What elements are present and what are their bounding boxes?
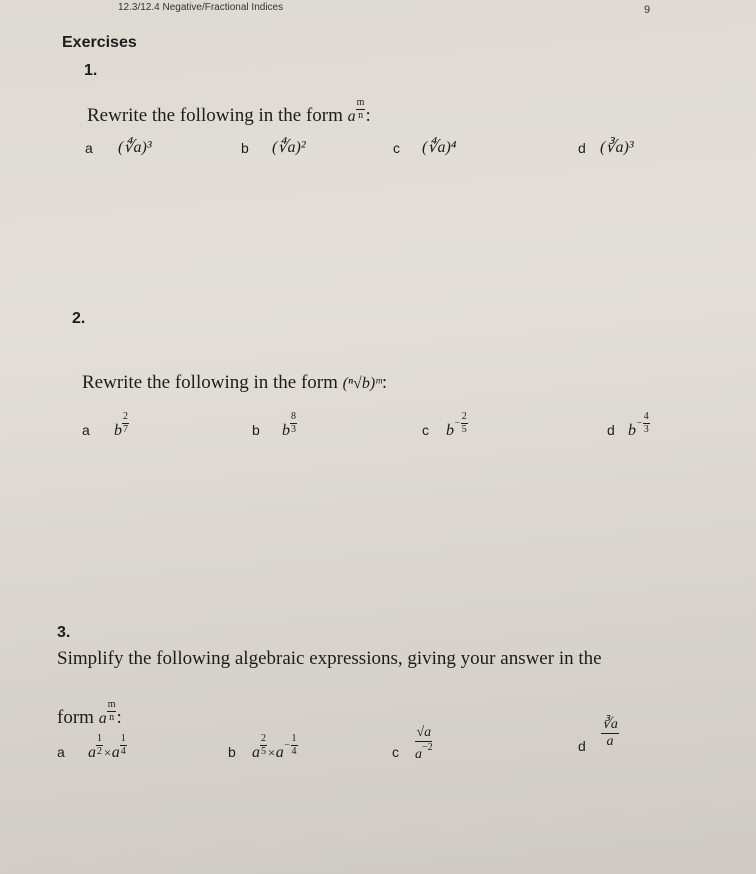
q3-a-times: × (103, 744, 112, 760)
q2-c-num: 2 (461, 411, 467, 422)
q3-a-base2: a (111, 743, 120, 761)
q2-number: 2. (72, 310, 86, 327)
q3-c-expr (414, 726, 434, 762)
q2-a-num: 2 (123, 411, 128, 422)
q2-d-sign: − (636, 417, 643, 429)
q3-form-exp-num: m (107, 699, 116, 710)
q3-a-num1: 1 (97, 733, 102, 744)
q3-colon: : (116, 706, 122, 728)
q1-form-exp-num: m (356, 97, 365, 108)
q3-d-label: d (578, 738, 586, 754)
q2-d-expr (628, 412, 650, 440)
q3-a-den1: 2 (97, 746, 102, 757)
q2-b-num: 8 (291, 411, 296, 422)
q3-prompt-form: form (57, 706, 94, 728)
q2-b-den: 3 (291, 424, 296, 435)
q2-a-expr (114, 412, 129, 440)
q2-b-base: b (282, 421, 290, 439)
q3-c-numerator: √a (416, 725, 432, 740)
chapter-header: 12.3/12.4 Negative/Fractional Indices (118, 2, 284, 13)
q3-number: 3. (57, 624, 71, 641)
q1-b-label: b (241, 140, 249, 156)
q2-b-expr (282, 412, 297, 440)
q1-a-label: a (85, 140, 93, 156)
q3-a-label: a (57, 744, 65, 760)
q3-a-expr (88, 734, 127, 762)
q1-colon: : (365, 104, 371, 126)
q2-a-den: 7 (123, 424, 128, 435)
q2-b-label: b (252, 422, 260, 438)
q3-c-den-exp: −2 (422, 742, 433, 753)
q3-b-label: b (228, 744, 236, 760)
q2-c-label: c (422, 422, 429, 438)
q3-form-exp-den: n (109, 712, 115, 723)
q1-form-base: a (347, 107, 356, 125)
q3-b-base2: a (275, 743, 284, 761)
q3-b-den1: 5 (261, 746, 266, 757)
q2-a-label: a (82, 422, 90, 438)
q1-d-label: d (578, 140, 586, 156)
q2-prompt (82, 372, 387, 394)
q3-b-num2: 1 (291, 733, 297, 744)
q3-d-numerator: ∛a (602, 717, 618, 732)
q2-c-den: 5 (461, 424, 467, 435)
page-number: 9 (644, 4, 651, 16)
q3-b-expr (252, 734, 298, 762)
q3-a-num2: 1 (120, 733, 126, 744)
q3-b-sign2: − (283, 739, 291, 751)
q1-prompt (87, 98, 371, 127)
q3-prompt-line1: Simplify the following algebraic expressions, giving your answer in the (57, 648, 602, 669)
q2-d-den: 3 (643, 424, 649, 435)
q3-form-base: a (98, 709, 107, 727)
q1-d-expr: (∛a)³ (600, 139, 634, 156)
q2-a-base: b (114, 421, 122, 439)
q1-prompt-text: Rewrite the following in the form (87, 104, 343, 126)
q3-a-base1: a (88, 743, 96, 761)
q2-colon: : (381, 372, 388, 393)
q3-prompt-line2 (57, 700, 122, 729)
q2-c-expr (446, 412, 468, 440)
q2-d-num: 4 (643, 411, 649, 422)
q3-d-denominator: a (606, 734, 614, 749)
q2-prompt-text: Rewrite the following in the form (82, 372, 338, 393)
q2-c-base: b (446, 421, 454, 439)
q3-a-den2: 4 (120, 746, 126, 757)
q3-c-label: c (392, 744, 399, 760)
q2-d-base: b (628, 421, 636, 439)
q1-c-expr: (∜a)⁴ (422, 139, 457, 156)
q1-a-expr: (∜a)³ (118, 139, 152, 156)
q3-b-den2: 4 (291, 746, 297, 757)
q1-form-exp-den: n (358, 110, 364, 121)
q2-c-sign: − (454, 417, 461, 429)
q3-d-expr (601, 718, 619, 749)
q1-b-expr: (∜a)² (272, 139, 306, 156)
q3-c-den-base: a (415, 747, 422, 762)
q3-b-times: × (267, 744, 276, 760)
q3-b-num1: 2 (261, 733, 266, 744)
q2-form-expr: (ⁿ√b)ᵐ (342, 375, 382, 392)
q1-number: 1. (84, 62, 98, 79)
q1-c-label: c (393, 140, 400, 156)
q3-b-base1: a (252, 743, 260, 761)
exercises-title: Exercises (62, 34, 137, 51)
q2-d-label: d (607, 422, 615, 438)
